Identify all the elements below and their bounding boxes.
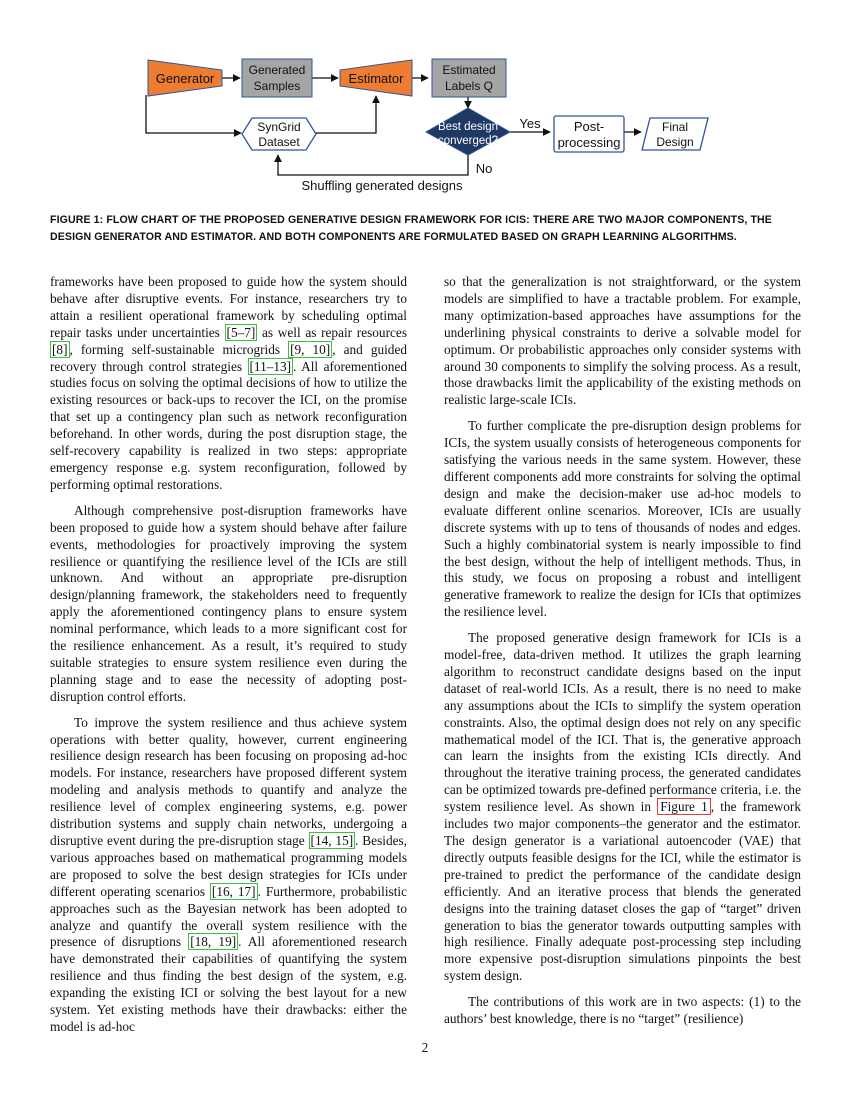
no-label: No xyxy=(475,161,493,176)
decision-line1: Best design xyxy=(437,121,499,133)
svg-text:Samples xyxy=(254,79,301,93)
generator-label: Generator xyxy=(155,71,215,86)
decision-node xyxy=(426,108,510,155)
right-paragraph-2: To further complicate the pre-disruption design problems for ICIs, the system usually consists of heterogeneous components for satisfying the various needs in the same system. However, these different components add more constraints for solving the optimal design and make the decision-maker use ad-hoc models to evaluate different online scenarios. Moreover, ICIs are usually discrete systems with up to tens of thousands of nodes and edges. Such a highly combinatorial system is nearly impossible to find the best design, without the help of intelligent methods. Thus, in this study, we focus on proposing a robust and intelligent generative framework to realize the design for ICIs that optimizes the resilience level. xyxy=(444,418,801,620)
estimated-labels-line2: Labels Q xyxy=(444,79,494,93)
decision-line2: converged? xyxy=(437,135,499,147)
citation-link[interactable]: [9, 10] xyxy=(290,341,331,357)
estimated-labels-line1: Estimated xyxy=(442,63,496,77)
citation-link[interactable]: [11–13] xyxy=(249,358,292,374)
svg-text:Final xyxy=(662,120,688,134)
post-processing-node xyxy=(554,116,624,152)
estimated-labels-node xyxy=(432,59,506,97)
estimator-node xyxy=(340,60,412,96)
left-paragraph-2: Although comprehensive post-disruption frameworks have been proposed to guide how a system should behave after failure events, methodologies for proactively improving the system resilience or quantifying the resilience level of the ICIs are still unknown. And without an appropriate pre-disruption design/planning framework, the stakeholders need to frequently apply the aforementioned contingency plans to ensure system nominal performance, which leads to a more significant cost for the resilience enhancement. As a result, it’s required to study suitable strategies to ensure system resilience even during the planning stage and to ease the necessity of adopting post-disruption control efforts. xyxy=(50,502,407,704)
final-design-line2: Design xyxy=(656,135,694,149)
left-column xyxy=(50,274,407,1045)
generated-samples-node xyxy=(242,59,312,97)
svg-text:Labels Q xyxy=(445,79,493,93)
svg-text:converged? xyxy=(438,135,498,147)
svg-text:Design xyxy=(656,135,693,149)
right-paragraph-4: The contributions of this work are in two aspects: (1) to the authors’ best knowledge, there is no “target” (resilience) xyxy=(444,994,801,1027)
shuffle-label: Shuffling generated designs xyxy=(301,178,463,193)
dataset-node xyxy=(242,118,316,150)
left-paragraph-1: frameworks have been proposed to guide how the system should behave after disruptive events. For instance, researchers try to attain a resilient operational framework by scheduling optimal repair tasks under uncertainties [5–7] as well as repair resources [8] , forming self-sustainable microgrids [9, 10] , and guided recovery through control strategies [11–13] . All aforementioned studies focus on solving the optimal decisions of how to utilize the existing resources or back-ups to recover the ICI, on the promise that set up a contingency plan such as network reconfiguration beforehand. In other words, during the post disruption stage, the self-recovery capability is realized in two steps: appropriate emergency response e.g. system reconfiguration, followed by performing optimal restorations. xyxy=(50,274,408,492)
dataset-line2: Dataset xyxy=(258,135,300,149)
right-paragraph-3: The proposed generative design framework for ICIs is a model-free, data-driven method. It utilizes the graph learning algorithm to reconstruct candidate designs based on the input dataset of real-world ICIs. As a result, there is no need to make any assumptions about the ICIs to simplify the system operation constraints. Also, the optimal design does not rely on any specific mathematical model of the ICI. That is, the generative approach can learn the insights from the existing ICIs directly. And throughout the iterative training process, the generated candidates can be optimized towards pre-defined performance criteria, i.e. the system resilience level. As shown in Figure 1 , the framework includes two major components–the generator and the estimator. The design generator is a variational autoencoder (VAE) that directly outputs feasible designs for the ICI, while the estimator is pre-trained to predict the performance of the candidate design efficiently. And an iterative process that blends the generated designs into the training dataset closes the gap of “target” driven generation to bias the generator towards outputting samples with high resilience. Finally adequate post-processing step including more expensive post-disruption simulations pinpoints the best system design. xyxy=(444,630,801,984)
svg-text:Estimated xyxy=(442,63,495,77)
svg-text:Post- xyxy=(574,119,604,134)
svg-text:Dataset xyxy=(258,135,300,149)
figure-reference-link[interactable]: Figure 1 xyxy=(657,798,711,815)
citation-link[interactable]: [16, 17] xyxy=(211,883,256,899)
final-design-line1: Final xyxy=(661,120,689,134)
page-number: 2 xyxy=(421,1040,429,1055)
right-column xyxy=(444,274,801,1037)
citation-link[interactable]: [8] xyxy=(52,341,68,357)
svg-text:processing xyxy=(558,135,621,150)
right-paragraph-1: so that the generalization is not straightforward, or the system models are simplified to have a tractable problem. For example, many optimization-based approaches have assumptions for the underlining physical constraints to derive a solvable model for optimum. Or probabilistic approaches only consider systems with around 30 components to simplify the solving process. As a result, those drawbacks limit the applicability of the existing methods on realistic large-scale ICIs. xyxy=(444,274,801,408)
post-processing-line2: processing xyxy=(557,135,621,150)
estimator-label: Estimator xyxy=(348,71,404,86)
citation-link[interactable]: [18, 19] xyxy=(190,934,237,950)
dataset-line1: SynGrid xyxy=(257,120,301,134)
flowchart-figure xyxy=(130,50,720,200)
svg-text:SynGrid xyxy=(257,120,300,134)
citation-link[interactable]: [14, 15] xyxy=(310,833,354,848)
svg-text:Best design xyxy=(438,121,498,133)
generator-node xyxy=(148,59,222,97)
post-processing-line1: Post- xyxy=(573,119,605,134)
figure-caption: FIGURE 1: FLOW CHART OF THE PROPOSED GENERATIVE DESIGN FRAMEWORK FOR ICIS: THERE ARE TWO MAJOR COMPONENTS, THE DESIGN GENERATOR AND ESTIMATOR. AND BOTH COMPONENTS ARE FORMULATED BASED ON GRAPH LEARNING ALGORITHMS. xyxy=(50,214,772,243)
generated-samples-line1: Generated xyxy=(248,63,306,77)
yes-label: Yes xyxy=(519,116,541,131)
svg-text:Generated xyxy=(249,63,306,77)
left-paragraph-3: To improve the system resilience and thus achieve system operations with better quality, however, current engineering resilience design research has been focusing on proposing ad-hoc models. For instance, researchers have proposed different system modeling and analysis methods to quantify and analyze the resilience level of complex engineering systems, e.g. power distribution systems and supply chain networks, undergoing a disruptive event during the pre-disruption stage [14, 15] . Besides, various approaches based on mathematical programming models are proposed to solve the best design strategies for ICIs under different operating scenarios [16, 17] . Furthermore, probabilistic approaches such as the Bayesian network has been adopted to analyze and quantify the overall system resilience with the presence of disruptions [18, 19] . All aforementioned research have demonstrated their capabilities of quantifying the system resilience and thus finding the best design of the system, e.g. expanding the existing ICI or solving the best layout for a new system. Yet existing methods have their drawbacks: either the model is ad-hoc xyxy=(50,714,407,1034)
final-design-node xyxy=(642,118,708,150)
generated-samples-line2: Samples xyxy=(253,79,301,93)
citation-link[interactable]: [5–7] xyxy=(226,324,256,340)
